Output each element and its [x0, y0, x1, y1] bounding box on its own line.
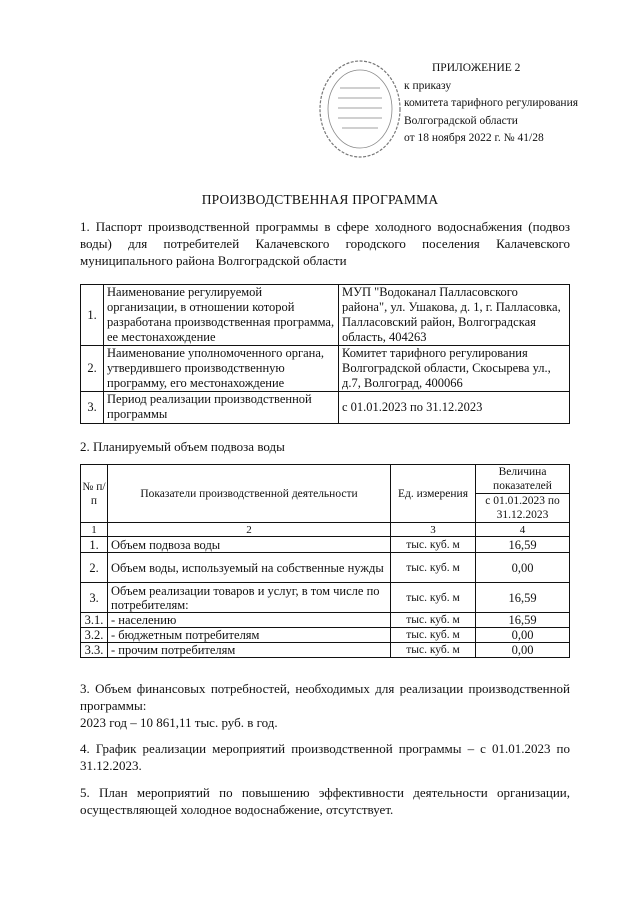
table-row: [81, 613, 570, 628]
column-index: 2: [108, 523, 391, 537]
table-row: [81, 583, 570, 613]
row-name: Наименование регулируемой организации, в отношении которой разработана производственная программа, ее местонахождение: [104, 285, 339, 346]
row-value: 16,59: [476, 613, 570, 628]
passport-row: [81, 346, 570, 392]
row-name: Наименование уполномоченного органа, утвердившего производственную программу, его местонахождение: [104, 346, 339, 392]
passport-row: [81, 392, 570, 424]
table-header-row: [81, 465, 570, 494]
column-index-row: [81, 523, 570, 537]
section-5-text: 5. План мероприятий по повышению эффективности деятельности организации, осуществляющей холодное водоснабжение, отсутствует.: [80, 785, 570, 817]
section-2-heading: 2. Планируемый объем подвоза воды: [80, 439, 285, 454]
official-stamp: [318, 58, 402, 160]
row-number: 2.: [81, 346, 104, 392]
row-value: 0,00: [476, 553, 570, 583]
row-number: 2.: [81, 553, 108, 583]
section-3-heading: 3. Объем финансовых потребностей, необходимых для реализации производственной программы:: [80, 681, 570, 713]
row-value: МУП "Водоканал Палласовского района", ул. Ушакова, д. 1, г. Палласовка, Палласовский район, Волгоградская область, 404263: [339, 285, 570, 346]
section-3-value: 2023 год – 10 861,11 тыс. руб. в год.: [80, 715, 278, 730]
committee-name: комитета тарифного регулирования: [404, 97, 579, 109]
passport-row: [81, 285, 570, 346]
header-indicator: Показатели производственной деятельности: [108, 465, 391, 523]
header-num: № п/п: [81, 465, 108, 523]
table-row: [81, 628, 570, 643]
row-name: - бюджетным потребителям: [108, 628, 391, 643]
region-name: Волгоградской области: [404, 114, 518, 127]
section-1-heading: 1. Паспорт производственной программы в сфере холодного водоснабжения (подвоз воды) для потребителей Калачевского городского поселения Калачевского муниципального района Волгоградской области: [80, 219, 570, 268]
column-index: 3: [391, 523, 476, 537]
row-number: 1.: [81, 285, 104, 346]
row-name: Период реализации производственной программы: [104, 392, 339, 424]
row-unit: тыс. куб. м: [391, 583, 476, 613]
row-name: Объем воды, используемый на собственные нужды: [108, 553, 391, 583]
order-reference: к приказу: [404, 79, 452, 92]
row-value: 0,00: [476, 643, 570, 658]
row-number: 3.1.: [81, 613, 108, 628]
row-number: 1.: [81, 537, 108, 553]
row-unit: тыс. куб. м: [391, 628, 476, 643]
column-index: 1: [81, 523, 108, 537]
row-value: 16,59: [476, 537, 570, 553]
volume-table: [80, 464, 570, 658]
row-unit: тыс. куб. м: [391, 613, 476, 628]
row-value: с 01.01.2023 по 31.12.2023: [339, 392, 570, 424]
header-period: с 01.01.2023 по 31.12.2023: [476, 494, 570, 523]
header-unit: Ед. измерения: [391, 465, 476, 523]
row-number: 3.2.: [81, 628, 108, 643]
section-4-text: 4. График реализации мероприятий производственной программы – с 01.01.2023 по 31.12.2023.: [80, 741, 570, 773]
appendix-number: ПРИЛОЖЕНИЕ 2: [432, 62, 521, 74]
document-title: ПРОИЗВОДСТВЕННАЯ ПРОГРАММА: [201, 192, 439, 207]
row-number: 3.3.: [81, 643, 108, 658]
row-name: - прочим потребителям: [108, 643, 391, 658]
header-value-group: Величина показателей: [476, 465, 570, 494]
column-index: 4: [476, 523, 570, 537]
row-name: - населению: [108, 613, 391, 628]
appendix-header: [404, 60, 604, 148]
row-name: Объем реализации товаров и услуг, в том числе по потребителям:: [108, 583, 391, 613]
passport-table: [80, 284, 570, 424]
row-unit: тыс. куб. м: [391, 643, 476, 658]
row-number: 3.: [81, 583, 108, 613]
row-value: 0,00: [476, 628, 570, 643]
table-row: [81, 643, 570, 658]
row-value: 16,59: [476, 583, 570, 613]
order-date: от 18 ноября 2022 г. № 41/28: [404, 132, 544, 144]
row-number: 3.: [81, 392, 104, 424]
table-row: [81, 553, 570, 583]
row-name: Объем подвоза воды: [108, 537, 391, 553]
row-unit: тыс. куб. м: [391, 537, 476, 553]
table-row: [81, 537, 570, 553]
row-unit: тыс. куб. м: [391, 553, 476, 583]
row-value: Комитет тарифного регулирования Волгоградской области, Скосырева ул., д.7, Волгоград, 400066: [339, 346, 570, 392]
